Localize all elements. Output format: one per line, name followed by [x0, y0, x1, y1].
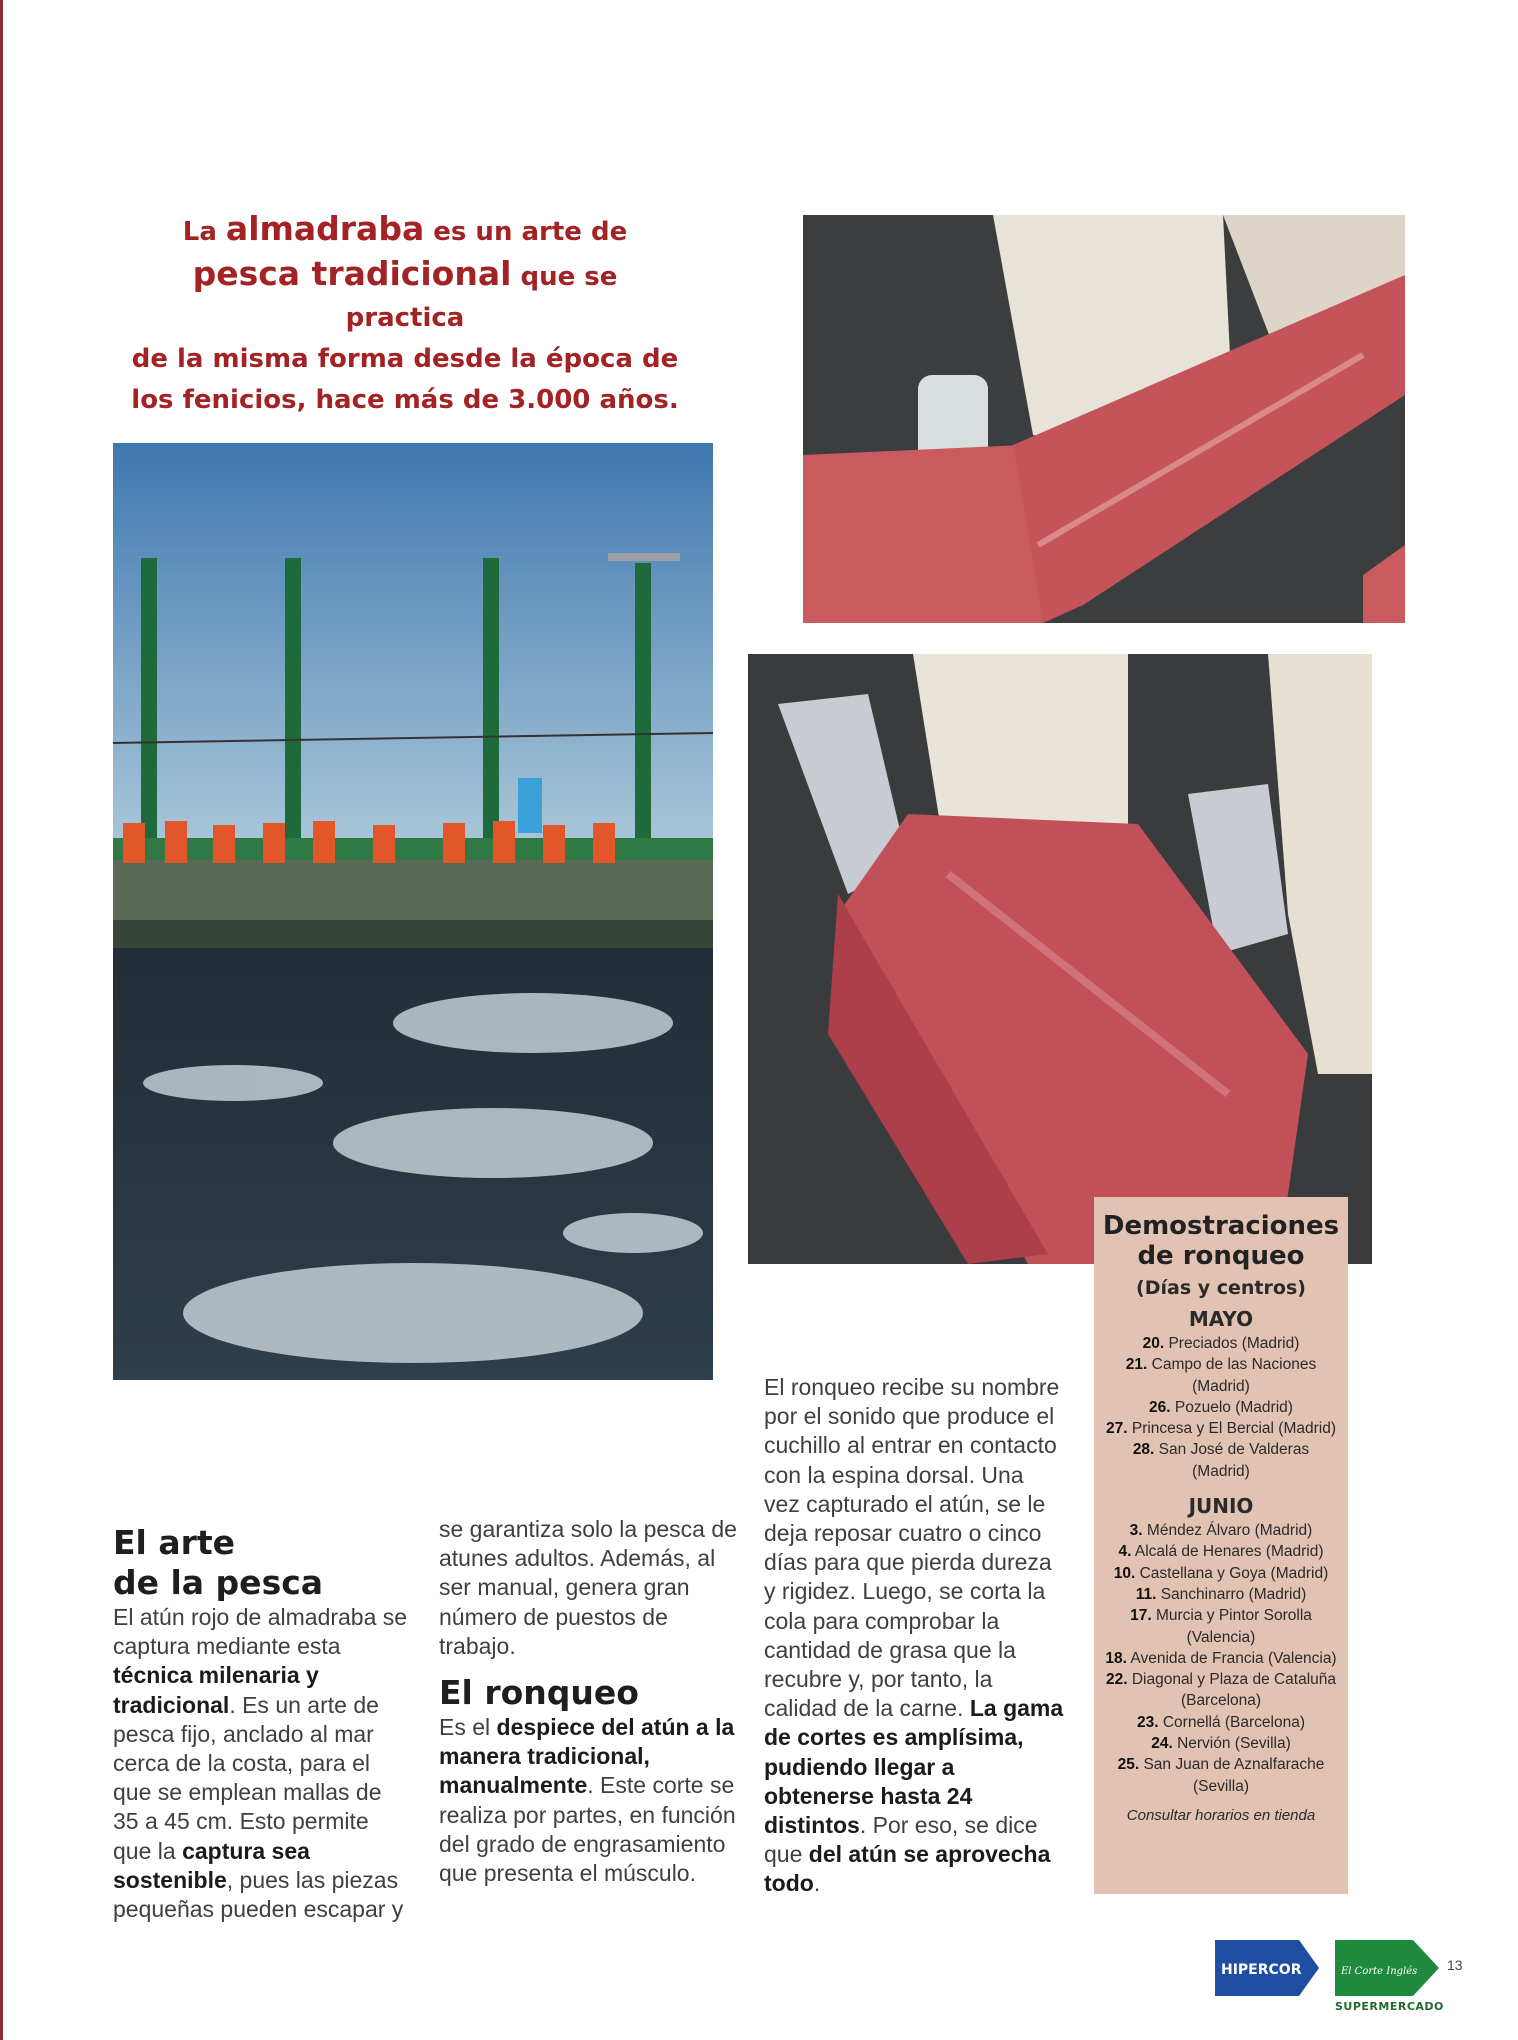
photo-fishing-boat [113, 443, 713, 1380]
schedule-item [1102, 1418, 1340, 1439]
schedule-list-junio [1094, 1520, 1348, 1797]
schedule-item [1102, 1397, 1340, 1418]
intro-text: de la misma forma desde la época de [131, 344, 679, 374]
schedule-day: 20. [1142, 1335, 1165, 1352]
schedule-place: Pozuelo (Madrid) [1170, 1398, 1293, 1416]
heading-arte-pesca [113, 1523, 413, 1603]
text-run: . Por eso, se dice que [764, 1812, 1038, 1868]
schedule-place: Campo de las Naciones (Madrid) [1147, 1356, 1317, 1395]
text-run: El ronqueo recibe su nombre por el sonido que produce el cuchillo al entrar en contacto con la espina dorsal. Una vez capturado el atún, se le deja reposar cuatro o cinco días para que pierda dureza y rigidez. Luego, se corta la cola para comprobar la cantidad de grasa que la recubre y, por tanto, la calidad de la carne. [764, 1374, 1060, 1722]
schedule-item [1102, 1439, 1340, 1482]
schedule-list-mayo [1094, 1333, 1348, 1482]
schedule-day: 28. [1132, 1441, 1155, 1459]
schedule-place: Sanchinarro (Madrid) [1156, 1585, 1307, 1603]
article-column-1 [113, 1523, 413, 1924]
demo-title [1094, 1211, 1348, 1271]
text-run: . [813, 1870, 821, 1897]
schedule-place: Alcalá de Henares (Madrid) [1131, 1543, 1324, 1561]
schedule-item [1102, 1648, 1340, 1669]
intro-text: los fenicios, hace más de 3.000 años. [131, 385, 679, 415]
page-edge-stripe [0, 0, 3, 2040]
schedule-place: Preciados (Madrid) [1164, 1335, 1300, 1352]
schedule-item [1102, 1605, 1340, 1648]
schedule-day: 22. [1105, 1671, 1128, 1689]
text-run: Es el [439, 1714, 497, 1741]
demo-title-line: de ronqueo [1137, 1241, 1305, 1271]
schedule-place: Diagonal y Plaza de Cataluña (Barcelona) [1127, 1671, 1337, 1710]
intro-emphasis: almadraba [225, 209, 425, 248]
photo-tuna-cutting-top [803, 215, 1405, 623]
body-text: se garantiza solo la pesca de atunes adultos. Además, al ser manual, genera gran número de puestos de trabajo. [439, 1516, 737, 1659]
article-column-2 [439, 1515, 739, 1888]
demo-title-line: Demostraciones [1102, 1211, 1340, 1241]
heading-line: El arte [113, 1523, 236, 1562]
schedule-day: 10. [1113, 1564, 1136, 1582]
page-number: 13 [1447, 1957, 1463, 1973]
intro-text: La [182, 217, 226, 247]
schedule-item [1102, 1669, 1340, 1712]
text-bold: técnica milenaria y tradicional [113, 1662, 319, 1718]
schedule-place: Princesa y El Bercial (Madrid) [1127, 1420, 1336, 1438]
footer-logos [1213, 1938, 1513, 2038]
heading-ronqueo: El ronqueo [439, 1673, 639, 1713]
schedule-item [1102, 1584, 1340, 1605]
schedule-item [1102, 1333, 1340, 1354]
schedule-day: 4. [1118, 1543, 1132, 1561]
schedule-day: 27. [1105, 1420, 1128, 1438]
month-heading-junio: JUNIO [1188, 1494, 1254, 1519]
photo-tuna-cutting-bottom [748, 654, 1372, 1264]
eci-logo-text: El Corte Inglés [1341, 1966, 1418, 1977]
schedule-item [1102, 1541, 1340, 1562]
schedule-place: Méndez Álvaro (Madrid) [1142, 1522, 1313, 1540]
text-bold: La gama de cortes es amplísima, pudiendo llegar a obtenerse hasta 24 distintos [764, 1695, 1064, 1839]
schedule-day: 24. [1151, 1735, 1173, 1753]
schedule-item [1102, 1520, 1340, 1541]
schedule-item [1102, 1563, 1340, 1584]
demo-note: Consultar horarios en tienda [1126, 1806, 1316, 1824]
schedule-place: Murcia y Pintor Sorolla (Valencia) [1151, 1607, 1312, 1646]
schedule-place: San José de Valderas (Madrid) [1154, 1441, 1310, 1480]
schedule-day: 3. [1129, 1522, 1143, 1540]
schedule-place: Cornellá (Barcelona) [1158, 1713, 1306, 1731]
schedule-item [1102, 1712, 1340, 1733]
text-run: . Este corte se realiza por partes, en función del grado de engrasamiento que presenta el músculo. [439, 1772, 736, 1887]
schedule-item [1102, 1754, 1340, 1797]
demo-schedule-box [1094, 1197, 1348, 1894]
text-bold: del atún se aprovecha todo [764, 1841, 1051, 1897]
intro-text: que se practica [345, 262, 618, 333]
schedule-place: San Juan de Aznalfarache (Sevilla) [1139, 1756, 1325, 1795]
text-bold: despiece del atún a la manera tradicional, manualmente [439, 1714, 735, 1799]
text-run: , pues las piezas pequeñas pueden escapar y [113, 1866, 404, 1923]
schedule-place: Nervión (Sevilla) [1172, 1735, 1291, 1753]
hipercor-logo-text: HIPERCOR [1221, 1962, 1302, 1978]
month-heading-mayo: MAYO [1188, 1307, 1254, 1331]
article-column-3 [764, 1373, 1064, 1899]
schedule-day: 18. [1105, 1649, 1127, 1667]
body-text [113, 1603, 413, 1924]
schedule-day: 17. [1130, 1607, 1152, 1625]
body-text [439, 1713, 739, 1888]
intro-text: es un arte de [424, 217, 628, 247]
supermercado-label: SUPERMERCADO [1335, 2000, 1444, 2013]
heading-line: de la pesca [113, 1563, 324, 1602]
body-text [764, 1373, 1064, 1899]
schedule-day: 21. [1125, 1356, 1148, 1374]
text-run: El atún rojo de almadraba se captura mediante esta [113, 1604, 408, 1660]
intro-emphasis: pesca tradicional [192, 254, 512, 293]
text-run: . Es un arte de pesca fijo, anclado al mar cerca de la costa, para el que se emplean mallas de 35 a 45 cm. Esto permite que la [113, 1691, 382, 1864]
schedule-day: 11. [1135, 1585, 1157, 1603]
intro-headline [130, 208, 680, 421]
demo-subtitle: (Días y centros) [1136, 1277, 1306, 1299]
schedule-place: Avenida de Francia (Valencia) [1126, 1649, 1337, 1667]
text-bold: captura sea sostenible [113, 1837, 310, 1893]
schedule-place: Castellana y Goya (Madrid) [1135, 1564, 1329, 1582]
schedule-day: 25. [1117, 1756, 1140, 1774]
schedule-day: 23. [1136, 1713, 1159, 1731]
schedule-day: 26. [1149, 1398, 1171, 1416]
schedule-item [1102, 1354, 1340, 1397]
schedule-item [1102, 1733, 1340, 1754]
